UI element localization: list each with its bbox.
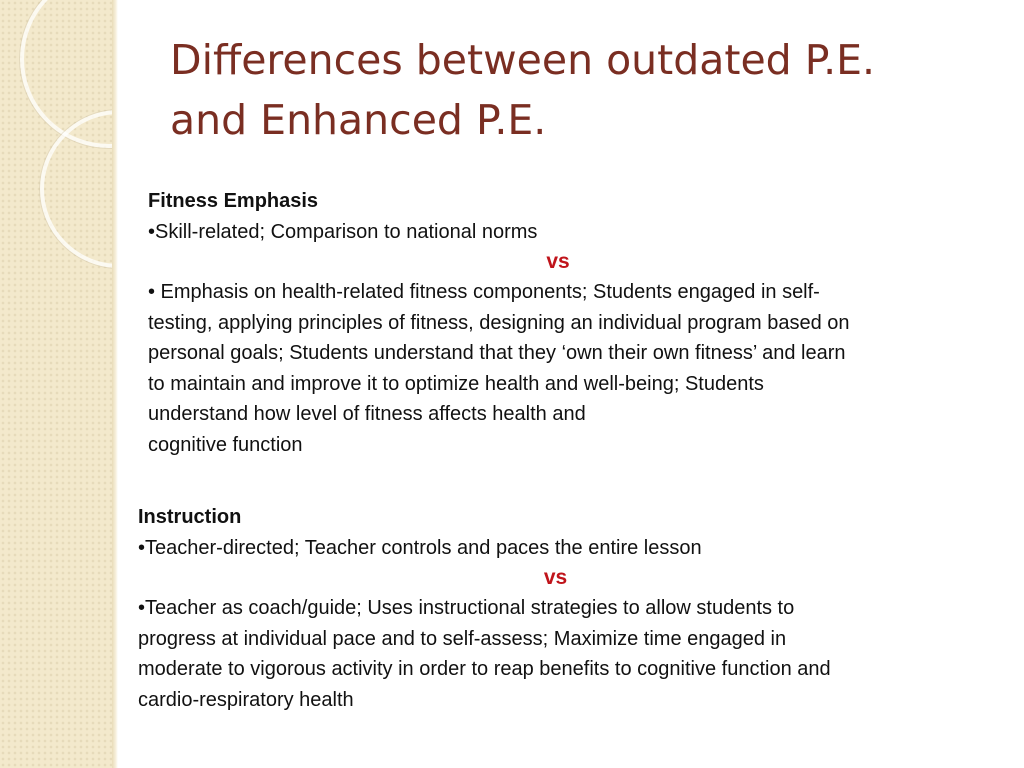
enhanced-line: cardio-respiratory health: [138, 688, 354, 711]
enhanced-line: cognitive function: [148, 433, 303, 456]
section-heading: Instruction: [138, 506, 242, 528]
section-fitness-emphasis: [148, 186, 998, 460]
outdated-description: •Teacher-directed; Teacher controls and paces the entire lesson: [138, 536, 702, 559]
section-heading: Fitness Emphasis: [148, 190, 319, 212]
slide-title: [170, 30, 990, 150]
vs-label: vs: [546, 250, 570, 273]
enhanced-line: to maintain and improve it to optimize health and well-being; Students: [148, 372, 764, 395]
slide-title-line-2: and Enhanced P.E.: [170, 96, 547, 144]
enhanced-line: personal goals; Students understand that they ‘own their own fitness’ and learn: [148, 342, 846, 364]
enhanced-line: testing, applying principles of fitness, designing an individual program based on: [148, 311, 850, 334]
vs-label: vs: [543, 566, 568, 589]
decorative-ring: [40, 110, 112, 268]
enhanced-line: moderate to vigorous activity in order to reap benefits to cognitive function and: [138, 658, 831, 680]
enhanced-line: • Emphasis on health-related fitness components; Students engaged in self-: [148, 281, 820, 303]
decorative-side-strip: [0, 0, 112, 768]
outdated-description: •Skill-related; Comparison to national norms: [148, 220, 538, 243]
enhanced-line: progress at individual pace and to self-assess; Maximize time engaged in: [138, 627, 787, 650]
enhanced-line: •Teacher as coach/guide; Uses instructional strategies to allow students to: [138, 597, 795, 619]
enhanced-line: understand how level of fitness affects health and: [148, 403, 586, 425]
slide-title-line-1: Differences between outdated P.E.: [170, 36, 876, 84]
side-strip-edge: [112, 0, 118, 768]
section-instruction: [138, 502, 998, 715]
